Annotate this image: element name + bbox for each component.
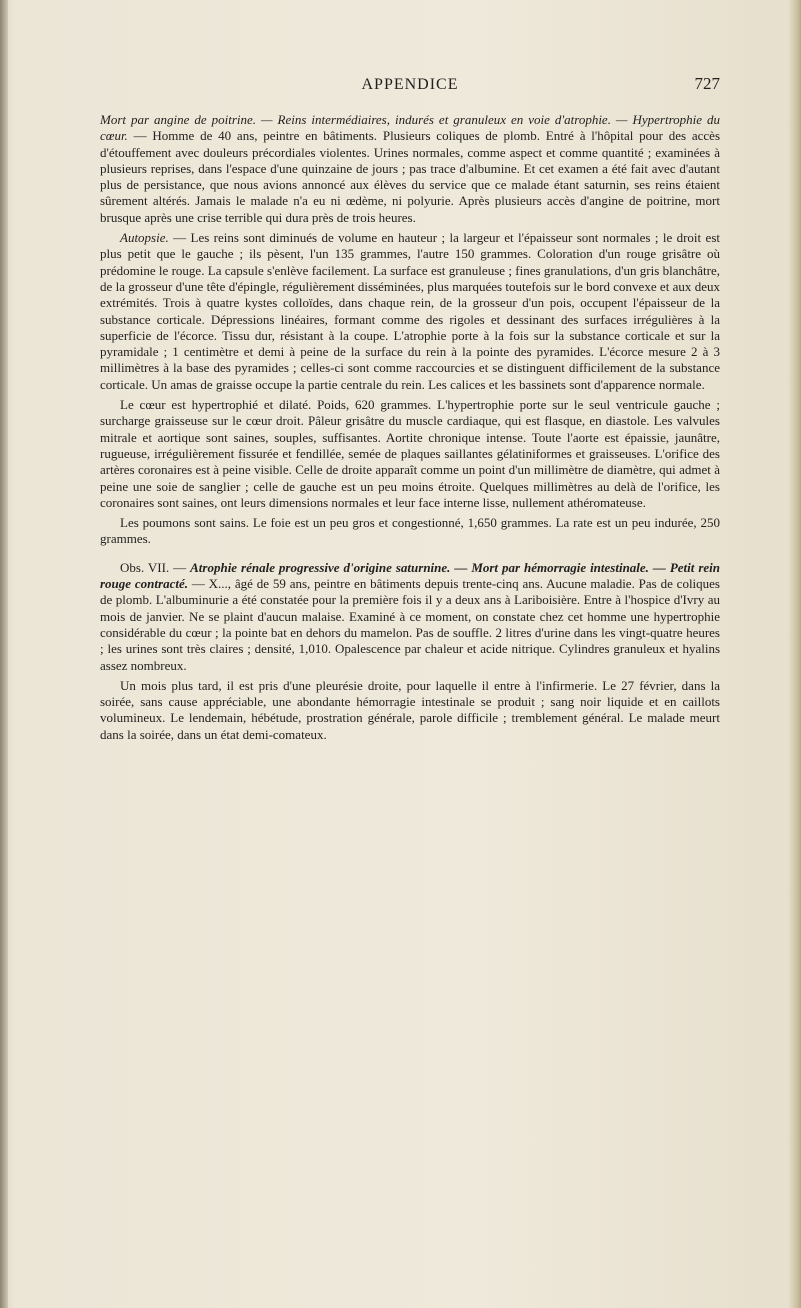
paragraph-poumons bbox=[100, 515, 720, 548]
running-head: APPENDICE bbox=[361, 76, 459, 93]
paragraph-text: Le cœur est hypertrophié et dilaté. Poids, 620 grammes. L'hypertrophie porte sur le seul ventricule gauche ; surcharge graisseuse sur le cœur droit. Pâleur grisâtre du muscle cardiaque, qui est flasque, en diastole. Les valvules mitrale et aortique sont saines, souples, suffisantes. Aortite chronique intense. Toute l'aorte est épaissie, jaunâtre, rugueuse, irrégulièrement fissurée et fendillée, semée de plaques saillantes gélatiniformes et graisseuses. L'orifice des artères coronaires est à peine visible. Celle de droite apparaît comme un point d'un millimètre de diamètre, qui admet à peine une soie de sanglier ; celle de gauche est un peu moins étroite. Quelques millimètres au delà de l'orifice, les coronaires sont saines, ont leurs dimensions normales et leur face interne lisse, nullement athéromateuse. bbox=[100, 397, 720, 510]
observation-label: Obs. VII. bbox=[120, 559, 170, 575]
page-number: 727 bbox=[694, 74, 720, 93]
page-header bbox=[100, 76, 720, 100]
page-body bbox=[100, 112, 720, 747]
paragraph-text: Les poumons sont sains. Le foie est un peu gros et congestionné, 1,650 grammes. La rate est un peu indurée, 250 grammes. bbox=[100, 515, 720, 547]
paragraph-autopsie bbox=[100, 230, 720, 393]
paragraph-case-angine bbox=[100, 112, 720, 226]
paragraph-text: — Les reins sont diminués de volume en hauteur ; la largeur et l'épaisseur sont normales ; le droit est plus petit que le gauche ; ils pèsent, l'un 135 grammes, l'autre 150 grammes. Coloration d'un rouge grisâtre où prédomine le rouge. La capsule s'enlève facilement. La surface est granuleuse ; fines granulations, d'un gris blanchâtre, de la grosseur d'une tête d'épingle, régulièrement disséminées, plus marquées toutefois sur le bord convexe et aux deux extrémités. Trois à quatre kystes colloïdes, dans chaque rein, de la grosseur d'un pois, occupent l'épaisseur de la substance corticale. Dépressions linéaires, formant comme des rigoles et dessinant des surfaces irrégulières à la superficie de l'écorce. Tissu dur, résistant à la coupe. L'atrophie porte à la fois sur la substance corticale et sur la pyramidale ; 1 centimètre et demi à peine de la surface du rein à la pointe des pyramides. L'écorce mesure 2 à 3 millimètres à la base des pyramides ; celles-ci sont comme raccourcies et se distinguent difficilement de la substance corticale. Un amas de graisse occupe la partie centrale du rein. Les calices et les bassinets sont d'apparence normale. bbox=[100, 230, 720, 392]
paragraph-text: — Homme de 40 ans, peintre en bâtiments. Plusieurs coliques de plomb. Entré à l'hôpital pour des accès d'étouffement avec douleurs précordiales violentes. Urines normales, comme aspect et comme quantité ; examinées à plusieurs reprises, dans l'espace d'une quinzaine de jours ; pas trace d'albumine. Et cet examen a été fait avec d'autant plus de persistance, que nous avions annoncé aux élèves du service que ce malade étant saturnin, ses reins étaient sûrement altérés. Jamais le malade n'a eu ni œdème, ni polyurie. Après plusieurs accès d'angine de poitrine, mort brusque après une crise terrible qui dura près de trois heures. bbox=[100, 128, 720, 225]
page-edge bbox=[789, 0, 801, 1308]
paragraph-suite bbox=[100, 678, 720, 743]
paragraph-text: Un mois plus tard, il est pris d'une pleurésie droite, pour laquelle il entre à l'infirmerie. Le 27 février, dans la soirée, sans cause appréciable, une abondante hémorragie intestinale se produit ; sang noir liquide et en caillots volumineux. Le lendemain, hébétude, prostration générale, parole difficile ; tremblement général. Le malade meurt dans la soirée, dans un état demi-comateux. bbox=[100, 677, 720, 742]
observation-title: Atrophie rénale progressive d'origine saturnine. — Mort par hémorragie intestinale. — Petit rein rouge contracté. bbox=[100, 559, 720, 592]
book-spine-shadow bbox=[0, 0, 8, 1308]
paragraph-coeur bbox=[100, 397, 720, 511]
paragraph-obs-vii: Obs. VII. — Atrophie rénale progressive d'origine saturnine. — Mort par hémorragie intestinale. — Petit rein rouge contracté. — X..., âgé de 59 ans, peintre en bâtiments depuis trente-cinq ans. Aucune maladie. Pas de coliques de plomb. L'albuminurie a été constatée pour la première fois il y a deux ans à Lariboisière. Entre à l'hospice d'Ivry au mois de janvier. Ne se plaint d'aucun malaise. Examiné à ce moment, on constate chez cet homme une hypertrophie considérable du cœur ; la pointe bat en dehors du mamelon. Pas de souffle. 2 litres d'urine dans les vingt-quatre heures ; les urines sont très claires ; densité, 1,010. Opalescence par chaleur et acide nitrique. Cylindres granuleux et hyalins assez nombreux. bbox=[100, 559, 720, 673]
paragraph-text: — X..., âgé de 59 ans, peintre en bâtiments depuis trente-cinq ans. Aucune maladie. Pas de coliques de plomb. L'albuminurie a été constatée pour la première fois il y a deux ans à Lariboisière. Entre à l'hospice d'Ivry au mois de janvier. Ne se plaint d'aucun malaise. Examiné à ce moment, on constate chez cet homme une hypertrophie considérable du cœur ; la pointe bat en dehors du mamelon. Pas de souffle. 2 litres d'urine dans les vingt-quatre heures ; les urines sont très claires ; densité, 1,010. Opalescence par chaleur et acide nitrique. Cylindres granuleux et hyalins assez nombreux. bbox=[100, 576, 720, 673]
section-title: Autopsie. bbox=[120, 230, 169, 246]
case-title: Mort par angine de poitrine. — Reins intermédiaires, indurés et granuleux en voie d'atrophie. — Hypertrophie du cœur. bbox=[100, 112, 720, 144]
